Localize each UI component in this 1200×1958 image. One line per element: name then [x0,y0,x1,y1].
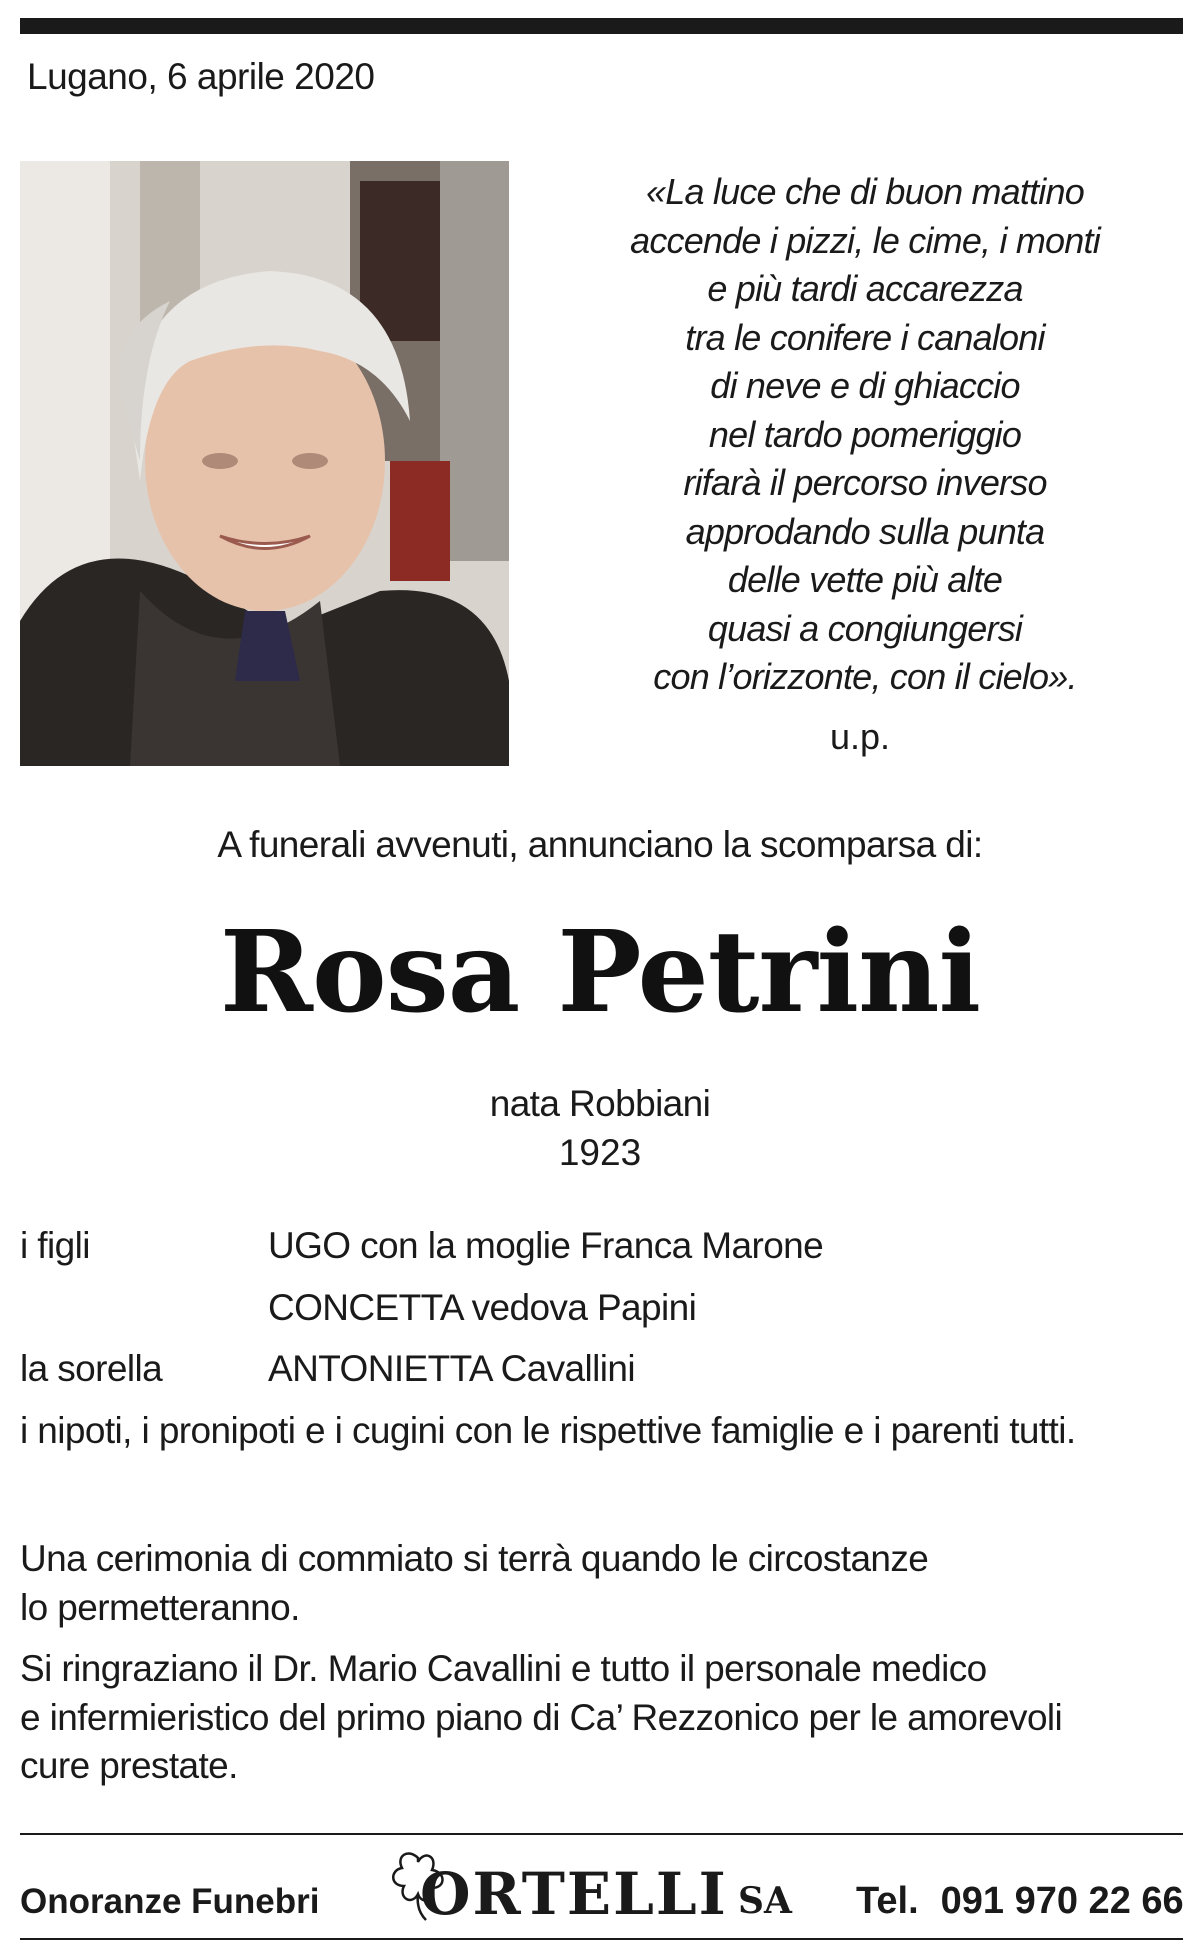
poem-line: delle vette più alte [727,559,1003,600]
top-rule [20,18,1183,34]
poem-line: di neve e di ghiaccio [710,365,1020,406]
other-relatives: i nipoti, i pronipoti e i cugini con le rispettive famiglie e i parenti tutti. [20,1409,1076,1451]
announcement: A funerali avvenuti, annunciano la scomparsa di: [217,824,983,865]
portrait-illustration [20,161,509,766]
poem-line: quasi a congiungersi [707,607,1023,649]
poem-line: «La luce che di buon mattino [646,171,1084,212]
ceremony-line: Una cerimonia di commiato si terrà quando le circostanze [20,1538,929,1579]
poem-line: e più tardi accarezza [707,268,1023,309]
company-suffix: SA [738,1880,792,1922]
poem-line: nel tardo pomeriggio [708,413,1022,455]
poem-signoff: u.p. [829,716,891,757]
deceased-name: Rosa Petrini [219,907,981,1038]
funeral-home-label: Onoranze Funebri [20,1882,320,1921]
relatives-row [20,1287,1180,1349]
poem-line: tra le conifere i canaloni [685,316,1045,358]
funeral-home-footer [20,1848,1183,1928]
relatives-row [20,1348,1180,1410]
thanks-notice [20,1645,1180,1791]
ceremony-line: lo permetteranno. [20,1586,300,1628]
poem [580,168,1150,702]
place-date: Lugano, 6 aprile 2020 [27,56,375,97]
sister-label: la sorella [20,1348,163,1389]
relatives-row [20,1225,1180,1287]
thanks-line: Si ringraziano il Dr. Mario Cavallini e tutto il personale medico [20,1648,987,1689]
footer-bottom-rule [20,1938,1183,1940]
thanks-line: e infermieristico del primo piano di Ca’ Rezzonico per le amorevoli [20,1696,1063,1738]
thanks-line: cure prestate. [20,1745,238,1786]
relatives-list [20,1225,1180,1471]
child-entry: CONCETTA vedova Papini [268,1286,697,1328]
phone-number: 091 970 22 66 [940,1880,1184,1922]
children-label: i figli [20,1225,90,1266]
portrait-photo [20,161,509,766]
funeral-home-name: ORTELLI [420,1860,728,1928]
maiden-name: nata Robbiani [489,1083,711,1124]
relatives-row [20,1410,1180,1472]
poem-line: accende i pizzi, le cime, i monti [630,219,1100,261]
child-entry: UGO con la moglie Franca Marone [268,1225,824,1266]
birth-year: 1923 [558,1132,642,1173]
ceremony-notice [20,1535,1180,1632]
poem-line: rifarà il percorso inverso [683,462,1047,503]
poem-line: con l’orizzonte, con il cielo». [653,656,1077,697]
sister-entry: ANTONIETTA Cavallini [268,1348,635,1389]
phone [856,1880,1184,1923]
phone-label: Tel. [856,1880,919,1922]
footer-top-rule [20,1833,1183,1835]
poem-line: approdando sulla punta [685,510,1045,552]
